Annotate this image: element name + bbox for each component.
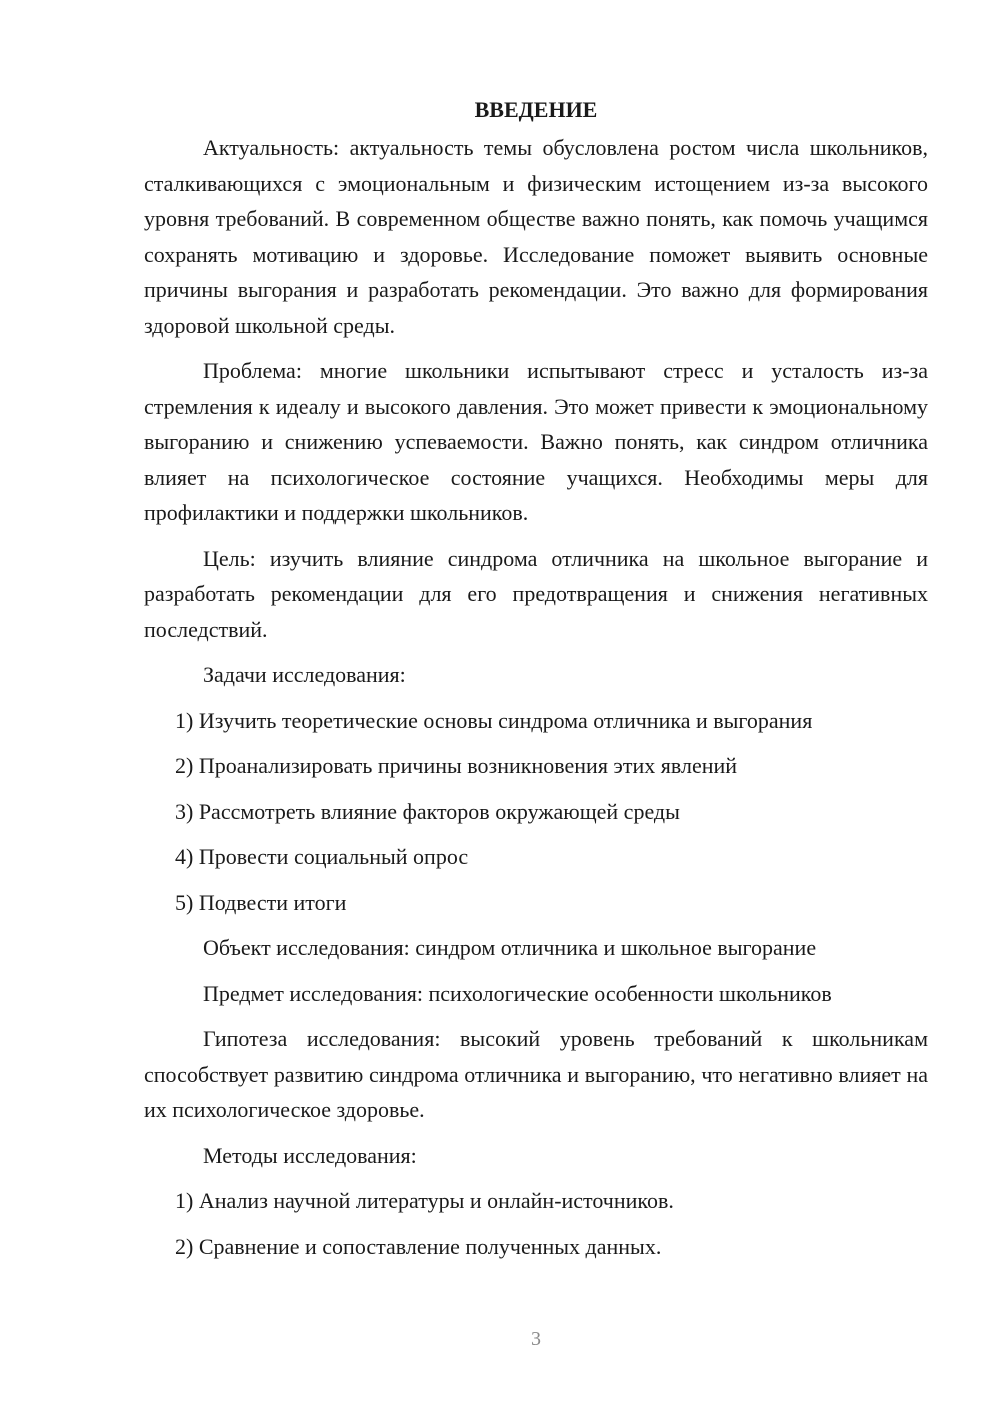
methods-heading: Методы исследования: bbox=[203, 1142, 417, 1168]
page-number: 3 bbox=[531, 1328, 541, 1350]
tasks-heading: Задачи исследования: bbox=[203, 662, 406, 687]
problem-paragraph: Проблема: многие школьники испытывают стресс и усталость из-за стремления к идеалу и высокого давления. Это может привести к эмоциональному выгоранию и снижению успеваемости. Важно понять, как синдром отличника влияет на психологическое состояние учащихся. Необходимы меры для профилактики и поддержки школьников. bbox=[144, 358, 928, 525]
task-item-3: 3) Рассмотреть влияние факторов окружающей среды bbox=[175, 798, 680, 824]
method-item-2: 2) Сравнение и сопоставление полученных данных. bbox=[175, 1233, 662, 1259]
relevance-paragraph: Актуальность: актуальность темы обусловлена ростом числа школьников, сталкивающихся с эмоциональным и физическим истощением из-за высокого уровня требований. В современном обществе важно понять, как помочь учащимся сохранять мотивацию и здоровье. Исследование поможет выявить основные причины выгорания и разработать рекомендации. Это важно для формирования здоровой школьной среды. bbox=[144, 135, 928, 338]
task-item-1: 1) Изучить теоретические основы синдрома отличника и выгорания bbox=[175, 707, 813, 733]
subject-paragraph: Предмет исследования: психологические особенности школьников bbox=[203, 980, 832, 1006]
methods-list bbox=[144, 1183, 928, 1264]
task-item-4: 4) Провести социальный опрос bbox=[175, 844, 469, 869]
section-title: ВВЕДЕНИЕ bbox=[474, 97, 598, 122]
task-item-5: 5) Подвести итоги bbox=[175, 889, 347, 915]
hypothesis-paragraph: Гипотеза исследования: высокий уровень требований к школьникам способствует развитию синдрома отличника и выгоранию, что негативно влияет на их психологическое здоровье. bbox=[144, 1026, 928, 1122]
goal-paragraph: Цель: изучить влияние синдрома отличника на школьное выгорание и разработать рекомендации для его предотвращения и снижения негативных последствий. bbox=[144, 545, 928, 642]
object-paragraph: Объект исследования: синдром отличника и школьное выгорание bbox=[203, 935, 817, 960]
task-item-2: 2) Проанализировать причины возникновения этих явлений bbox=[175, 753, 738, 778]
tasks-list bbox=[144, 703, 928, 921]
method-item-1: 1) Анализ научной литературы и онлайн-источников. bbox=[175, 1188, 674, 1213]
page-content bbox=[144, 96, 928, 1274]
